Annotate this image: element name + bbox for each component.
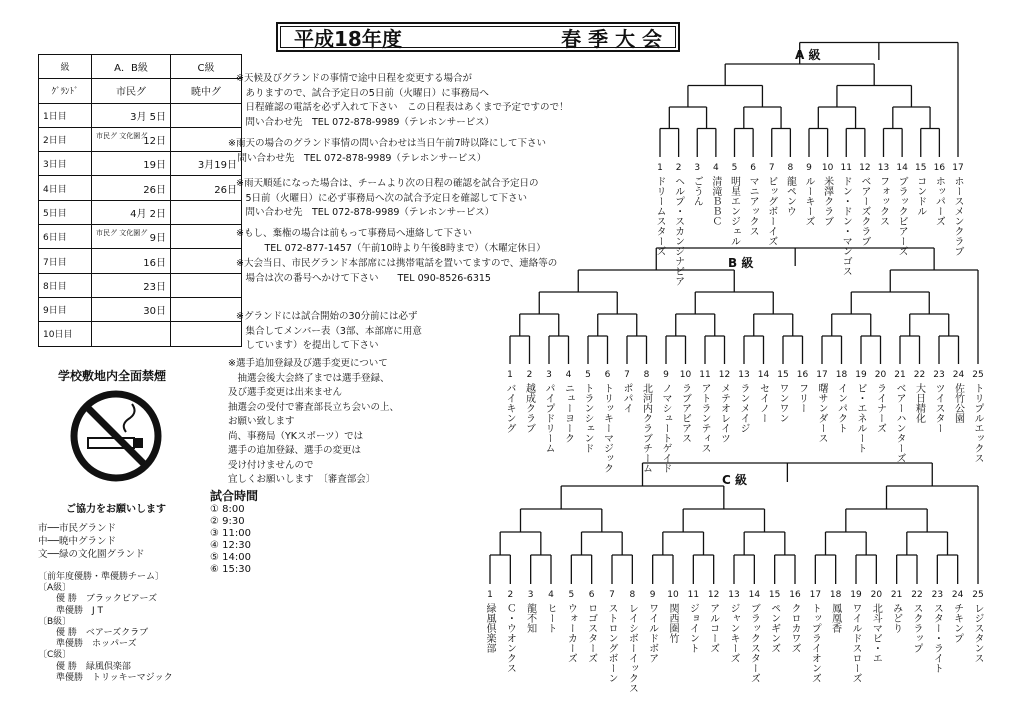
team-seed-number: 20 [870,590,883,600]
winners-class: 〔C級〕 [38,650,72,661]
note-postponement: ※雨天順延になった場合は、チームより次の日程の確認を試合予定日の 5日前（火曜日）に必ず事務局へ次の試合予定日を確認して下さい 問い合わせ先 TEL 072-878-9989（テレホンサービス） [236,178,539,218]
note-contact: ※大会当日、市民グランド本部席には携帯電話を置いてますので、連絡等の 場合は次の番号へかけて下さい TEL 090-8526-6315 [236,258,558,284]
schedule-ab-date: 4月 2日 [92,200,171,224]
schedule-day: 8日目 [39,273,92,297]
team-seed-number: 15 [915,163,927,173]
legend-row: 中──暁中グランド [38,536,116,547]
team-name: ヒート [545,603,556,633]
team-name: トップライオンズ [809,603,821,683]
team-seed-number: 11 [687,590,700,600]
team-name: 緑風倶楽部 [484,603,495,653]
team-name: アルコーズ [707,603,719,653]
team-name: 越成クラブ [523,383,535,433]
team-name: ビッグボーイズ [765,176,777,246]
team-seed-number: 9 [663,370,669,380]
team-name: ジョイント [687,603,699,653]
team-name: ブラックスターズ [748,603,760,683]
team-name: チキンプ [951,603,963,643]
schedule-c-date: 3月19日 [171,152,242,176]
team-seed-number: 17 [952,163,964,173]
team-name: スクラップ [911,603,922,653]
team-seed-number: 25 [972,370,984,380]
match-time-item: ③ 11:00 [210,528,251,539]
team-name: ライナーズ [874,383,886,433]
team-seed-number: 15 [777,370,789,380]
team-name: ウォーカーズ [565,603,577,663]
team-name: バイキング [504,383,515,433]
schedule-day: 4日目 [39,176,92,200]
note-withdrawal: ※もし、棄権の場合は前もって事務局へ連絡して下さい TEL 072-877-1457（午前10時より午後8時まで）（木曜定休日） [236,228,546,254]
team-name: 北斗マビ・エ [870,603,882,663]
team-seed-number: 4 [548,590,554,600]
team-name: 清滝ＢＢＣ [709,176,721,226]
team-name: 鳳凰香 [829,603,841,633]
team-name: スター・ライト [931,603,943,673]
team-name: ワイルドスローズ [850,603,861,683]
schedule-ab-date: 市民グ 文化園グ 9日 [92,225,171,249]
team-seed-number: 6 [750,163,756,173]
team-name: ロゴスターズ [585,603,597,663]
team-seed-number: 4 [713,163,719,173]
schedule-c-date: 26日 [171,176,242,200]
runner-row: 準優勝 J T [56,605,104,616]
schedule-ground-c: 暁中グ [171,79,242,103]
schedule-ab-date: 23日 [92,273,171,297]
runner-row: 準優勝 トリッキーマジック [56,672,173,683]
team-name: インパクト [835,383,847,433]
team-seed-number: 15 [768,590,781,600]
team-name: トランシェンド [582,383,593,453]
schedule-day: 7日目 [39,249,92,273]
class-c-label: C 級 [722,473,747,487]
team-seed-number: 9 [649,590,656,600]
team-seed-number: 10 [679,370,692,380]
note-arrival: ※グランドには試合開始の30分前には必ず 集合してメンバー表（3部、本部席に用意 しています）を提出して下さい [236,311,422,351]
schedule-day: 3日目 [39,152,92,176]
team-name: ランメイジ [738,383,749,433]
team-name: ドリームスターズ [654,176,665,256]
team-seed-number: 3 [546,370,552,380]
team-seed-number: 8 [787,163,794,173]
team-name: 佐竹公園 [952,383,964,423]
team-seed-number: 4 [565,370,572,380]
team-name: Ｃ・ウオンクス [504,603,516,673]
match-time-item: ① 8:00 [210,504,245,515]
winner-row: 優 勝 ブラックビアーズ [56,594,157,605]
schedule-ab-date: 16日 [92,249,171,273]
team-seed-number: 8 [643,370,650,380]
team-name: マニアックス [747,176,759,236]
previous-winners-heading: 〔前年度優勝・準優勝チーム〕 [38,572,165,582]
team-name: トリッキーマジック [601,383,613,473]
team-seed-number: 22 [913,370,926,380]
team-seed-number: 14 [757,370,770,380]
team-name: 米澤クラブ [821,176,833,226]
team-seed-number: 11 [699,370,711,380]
team-seed-number: 12 [707,590,720,600]
team-name: メテオレイツ [718,383,730,443]
match-time-item: ② 9:30 [210,516,245,527]
match-times-title: 試合時間 [210,489,259,503]
team-seed-number: 25 [972,590,984,600]
note-rain-ground: ※雨天の場合のグランド事情の問い合わせは当日午前7時以降にして下さい 問い合わせ先 TEL 072-878-9989（テレホンサービス） [228,138,547,164]
class-a-label: A 級 [795,48,821,62]
cooperation-text: ご協力をお願いします [66,504,166,515]
team-seed-number: 9 [806,163,812,173]
team-seed-number: 19 [855,370,867,380]
team-seed-number: 21 [890,590,903,600]
team-name: ベアーハンターズ [894,383,905,463]
schedule-day: 2日目 [39,127,92,151]
class-b-label: B 級 [728,256,754,270]
team-seed-number: 7 [624,370,630,380]
team-seed-number: 7 [609,590,615,600]
team-seed-number: 7 [768,163,775,173]
team-seed-number: 24 [951,590,964,600]
team-name: ラブアビアス [679,383,691,443]
team-seed-number: 21 [894,370,906,380]
team-name: ごうん [691,176,703,206]
team-name: ブラックビアーズ [896,176,908,256]
team-seed-number: 10 [667,590,679,600]
team-name: ノマシュートゲイド [660,383,671,473]
team-seed-number: 22 [911,590,923,600]
team-name: 大日精化 [913,383,925,423]
team-name: アトランティス [699,383,710,453]
team-seed-number: 3 [527,590,534,600]
title-year: 平成18年度 [294,26,402,51]
team-seed-number: 18 [829,590,842,600]
team-name: ワンワン [777,383,788,423]
legend-row: 市──市民グランド [38,523,116,534]
team-seed-number: 20 [874,370,887,380]
winners-class: 〔B級〕 [38,616,72,627]
schedule-day: 6日目 [39,225,92,249]
schedule-ab-date: 19日 [92,152,171,176]
note-player-registration: ※選手追加登録及び選手変更について 抽選会後大会終了までは選手登録、 及び選手変更は出来ません 抽選会の受付で審査部長立ち会いの上、 お願い致します 尚、事務局（YKスポーツ）では 選手の追加登録、選手の変更は 受け付けませんので 宜しくお願いします 〔審査部会〕 [228,358,400,485]
team-seed-number: 3 [694,163,701,173]
team-seed-number: 10 [821,163,834,173]
team-name: ポパイ [621,383,632,413]
schedule-ground-ab: 市民グ [92,79,171,103]
match-time-item: ⑤ 14:00 [210,552,251,563]
team-name: 関西圏竹 [667,603,678,643]
team-seed-number: 1 [507,370,513,380]
team-seed-number: 11 [840,163,852,173]
team-name: 明星エンジェル [728,176,740,246]
note-schedule-change: ※天候及びグランドの事情で途中日程を変更する場合が ありますので、試合予定日の5日前（火曜日）に事務局へ 日程確認の電話を必ず入れて下さい この日程表はあくまで予定ですので！ 問い合わせ先 TEL 072-878-9989（テレホンサービス） [236,73,569,128]
team-seed-number: 13 [877,163,890,173]
team-name: ホッパーズ [933,176,945,226]
team-name: トリプルエックス [972,383,983,463]
runner-row: 準優勝 ホッパーズ [56,639,137,650]
team-name: ストロングボーン [606,603,617,683]
team-seed-number: 17 [809,590,822,600]
team-seed-number: 2 [507,590,514,600]
team-name: 龍不知 [524,603,536,633]
team-seed-number: 12 [859,163,871,173]
team-name: ヘルプ・スカンジナビア [672,176,684,286]
winner-row: 優 勝 ベアーズクラブ [56,628,149,639]
team-name: ベアーズクラブ [858,176,870,246]
team-name: ペンギンズ [768,603,780,653]
team-name: レジスタンス [972,603,983,663]
team-seed-number: 23 [931,590,944,600]
team-name: ワイルドボア [646,603,658,663]
team-seed-number: 13 [728,590,740,600]
team-name: ドン・ドン・マンゴス [840,176,852,276]
schedule-day: 5日目 [39,200,92,224]
team-seed-number: 5 [585,370,591,380]
team-seed-number: 16 [796,370,809,380]
team-seed-number: 23 [933,370,945,380]
schedule-ab-date: 市民グ 文化園グ 12日 [92,127,171,151]
schedule-ab-date: 26日 [92,176,171,200]
team-name: レイシボーイックス [626,603,638,693]
team-seed-number: 17 [816,370,828,380]
team-seed-number: 1 [487,590,493,600]
team-name: 曙サンダース [816,383,827,443]
team-name: ビ・エネルート [855,383,866,453]
team-seed-number: 2 [526,370,533,380]
team-seed-number: 2 [675,163,682,173]
team-name: コンドル [914,176,926,216]
team-seed-number: 12 [718,370,731,380]
team-name: みどり [890,603,902,633]
team-name: フリー [796,383,808,413]
no-smoking-heading: 学校敷地内全面禁煙 [58,369,167,383]
schedule-day: 9日目 [39,297,92,321]
match-time-item: ⑥ 15:30 [210,564,251,575]
schedule-header-class: 級 [39,55,92,79]
team-name: 北河内クラブチーム [640,383,652,473]
team-seed-number: 5 [568,590,575,600]
match-time-item: ④ 12:30 [210,540,251,551]
winner-row: 優 勝 緑風倶楽部 [56,661,131,672]
team-seed-number: 8 [629,590,636,600]
schedule-day: 1日目 [39,103,92,127]
winners-class: 〔A級〕 [38,583,72,594]
team-seed-number: 6 [604,370,611,380]
team-name: ジャンキーズ [728,603,739,663]
team-seed-number: 14 [748,590,761,600]
team-name: パイプドリーム [543,383,554,453]
team-seed-number: 5 [731,163,738,173]
team-name: ルーキーズ [803,176,814,226]
team-seed-number: 18 [835,370,848,380]
schedule-ab-date: 30日 [92,297,171,321]
team-seed-number: 14 [896,163,908,173]
team-seed-number: 24 [952,370,965,380]
team-name: クロカワズ [789,603,800,653]
team-name: 龍ペンウ [784,176,796,216]
team-seed-number: 19 [850,590,862,600]
team-name: ニューヨーク [562,383,574,443]
schedule-day: 10日目 [39,322,92,346]
legend-row: 文──緑の文化園グランド [38,549,145,560]
schedule-ab-date: 3月 5日 [92,103,171,127]
team-seed-number: 1 [657,163,663,173]
team-seed-number: 13 [738,370,750,380]
team-seed-number: 6 [588,590,595,600]
schedule-header-c: C級 [171,55,242,79]
team-name: フォックス [877,176,889,226]
team-seed-number: 16 [789,590,801,600]
schedule-ground-label: ｸﾞﾗﾝﾄﾞ [39,79,92,103]
team-name: セイノー [757,383,769,423]
title-event: 春 季 大 会 [561,26,662,51]
team-name: ツイスター [933,383,944,433]
team-seed-number: 16 [933,163,946,173]
team-name: ホースメンクラブ [952,176,963,256]
schedule-header-ab: A．B級 [92,55,171,79]
